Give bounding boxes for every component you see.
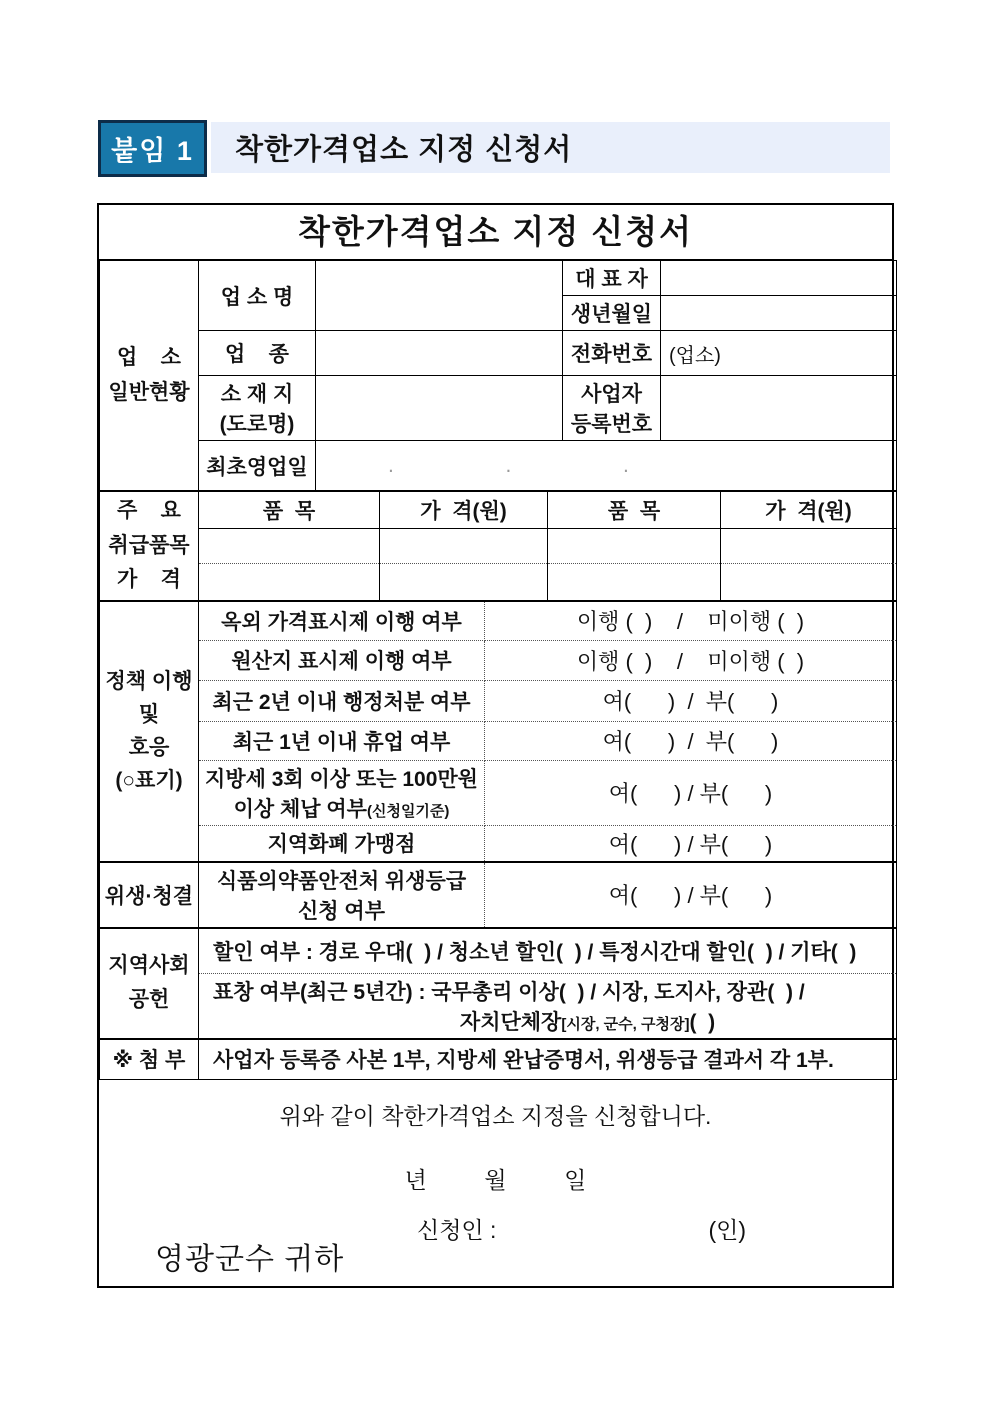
item-price-field[interactable] [380, 564, 548, 601]
phone-label: 전화번호 [563, 331, 661, 376]
business-reg-no-field[interactable] [661, 376, 897, 441]
address-label: 소 재 지 (도로명) [199, 376, 316, 441]
section-label-items: 주 요 취급품목 가 격 [100, 492, 199, 601]
document-header-title: 착한가격업소 지정 신청서 [235, 134, 573, 166]
recipient: 영광군수 귀하 [155, 1242, 345, 1276]
seal-mark: (인) [708, 1216, 746, 1243]
policy-compliance-section [99, 601, 897, 862]
closing-statement: 위와 같이 착한가격업소 지정을 신청합니다. [279, 1102, 712, 1129]
attachment-text: 사업자 등록증 사본 1부, 지방세 완납증명서, 위생등급 결과서 각 1부. [199, 1039, 897, 1079]
policy-criteria: 최근 2년 이내 행정처분 여부 [199, 680, 485, 721]
store-name-field[interactable] [316, 261, 563, 331]
birth-date-label: 생년월일 [563, 296, 661, 331]
policy-choice[interactable]: 여( ) / 부( ) [485, 760, 897, 825]
hygiene-criteria: 식품의약품안전처 위생등급 신청 여부 [199, 862, 485, 927]
address-field[interactable] [316, 376, 563, 441]
hygiene-choice[interactable]: 여( ) / 부( ) [485, 862, 897, 927]
application-form [97, 203, 894, 1288]
policy-criteria: 최근 1년 이내 휴업 여부 [199, 721, 485, 760]
first-business-day-label: 최초영업일 [199, 441, 316, 491]
section-label-community: 지역사회 공헌 [100, 928, 199, 1038]
community-section [99, 928, 897, 1039]
attachment-badge [98, 120, 207, 177]
phone-field[interactable]: (업소) [661, 331, 897, 376]
birth-date-field[interactable] [661, 296, 897, 331]
policy-criteria: 지방세 3회 이상 또는 100만원 이상 체납 여부(신청일기준) [199, 760, 485, 825]
item-name-field[interactable] [548, 564, 721, 601]
item-name-field[interactable] [199, 564, 380, 601]
business-reg-no-label: 사업자 등록번호 [563, 376, 661, 441]
item-name-header: 품 목 [199, 492, 380, 529]
business-type-field[interactable] [316, 331, 563, 376]
date-line[interactable]: 년 월 일 [404, 1166, 587, 1193]
policy-choice[interactable]: 여( ) / 부( ) [485, 680, 897, 721]
policy-choice[interactable]: 이행 ( ) / 미이행 ( ) [485, 601, 897, 640]
policy-criteria: 옥외 가격표시제 이행 여부 [199, 601, 485, 640]
section-label-general: 업 소 일반현황 [100, 261, 199, 491]
item-name-field[interactable] [199, 528, 380, 564]
section-label-hygiene: 위생·청결 [100, 862, 199, 927]
section-label-policy: 정책 이행 및 호응 (○표기) [100, 601, 199, 861]
first-business-day-field[interactable]: . . . [316, 441, 897, 491]
attachment-section [99, 1039, 897, 1080]
closing-block [99, 1080, 892, 1286]
applicant-label[interactable]: 신청인 : [417, 1216, 497, 1243]
main-items-section [99, 491, 897, 601]
form-title: 착한가격업소 지정 신청서 [99, 205, 892, 260]
representative-label: 대 표 자 [563, 261, 661, 296]
applicant-line [417, 1212, 746, 1245]
business-type-label: 업 종 [199, 331, 316, 376]
document-header-bar [211, 122, 890, 173]
policy-criteria: 지역화폐 가맹점 [199, 825, 485, 861]
policy-choice[interactable]: 여( ) / 부( ) [485, 825, 897, 861]
item-price-header: 가 격(원) [380, 492, 548, 529]
community-award-row[interactable]: 표창 여부(최근 5년간) : 국무총리 이상( ) / 시장, 도지사, 장관( ) / 자치단체장[시장, 군수, 구청장]( ) [199, 973, 897, 1038]
store-name-label: 업 소 명 [199, 261, 316, 331]
general-info-section [99, 260, 897, 491]
policy-criteria: 원산지 표시제 이행 여부 [199, 640, 485, 680]
item-price-header: 가 격(원) [721, 492, 897, 529]
attachment-label: ※ 첨 부 [100, 1039, 199, 1079]
hygiene-section [99, 862, 897, 928]
item-price-field[interactable] [380, 528, 548, 564]
community-discount-row[interactable]: 할인 여부 : 경로 우대( ) / 청소년 할인( ) / 특정시간대 할인( ) / 기타( ) [199, 928, 897, 973]
policy-choice[interactable]: 이행 ( ) / 미이행 ( ) [485, 640, 897, 680]
attachment-badge-label: 붙임 1 [111, 136, 194, 166]
item-price-field[interactable] [721, 528, 897, 564]
item-name-header: 품 목 [548, 492, 721, 529]
policy-choice[interactable]: 여( ) / 부( ) [485, 721, 897, 760]
representative-field[interactable] [661, 261, 897, 296]
item-price-field[interactable] [721, 564, 897, 601]
item-name-field[interactable] [548, 528, 721, 564]
